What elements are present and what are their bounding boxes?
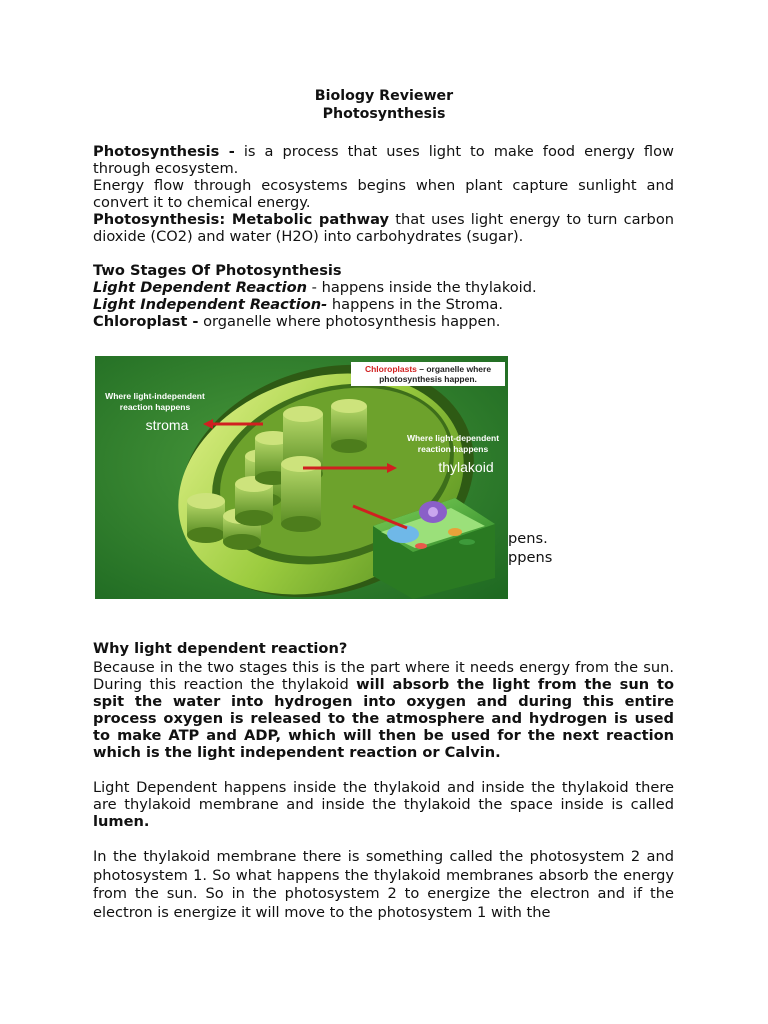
definition-text: - happens inside the thylakoid. <box>307 279 537 296</box>
term-light-dependent: Light Dependent Reaction <box>93 279 308 296</box>
hidden-text-fragment: ppens <box>508 549 553 566</box>
svg-text:Chloroplasts – organelle where <box>365 364 491 374</box>
why-paragraph <box>93 659 674 761</box>
definition-text: is a process that uses light to make food energy flow through ecosystem. <box>93 143 674 177</box>
definition-text: organelle where photosynthesis happen. <box>198 313 501 330</box>
document-subtitle: Photosynthesis <box>322 106 446 122</box>
photosystem-paragraph: In the thylakoid membrane there is something called the photosystem 2 and photosystem 1. So what happens the thylakoid membranes absorb the energy from the sun. So in the photosystem 2 to energize the electron and if the electron is energize it will move to the photosystem 1 with the <box>93 848 674 921</box>
lumen-paragraph <box>93 779 674 830</box>
definition-text: happens in the Stroma. <box>327 296 504 313</box>
lumen-bold-text: lumen. <box>93 813 150 830</box>
metabolic-pathway-paragraph <box>93 211 674 245</box>
callout-title: Chloroplasts <box>364 364 417 374</box>
term-photosynthesis: Photosynthesis - <box>93 143 235 160</box>
why-plain-text: Because in the two stages this is the part where it needs energy from the sun. During this reaction the thylakoid <box>93 659 674 693</box>
right-label-line2: reaction happens <box>417 444 489 454</box>
chloroplast-diagram-image <box>95 356 508 599</box>
stage-light-independent <box>93 296 503 313</box>
why-heading: Why light dependent reaction? <box>93 640 348 657</box>
why-bold-text: will absorb the light from the sun to spit the water into hydrogen into oxygen and during this entire process oxygen is released to the atmosphere and hydrogen is used to make ATP and ADP, which will then be used for the next reaction which is the light independent reaction or Calvin. <box>93 676 674 761</box>
term-metabolic-pathway: Photosynthesis: Metabolic pathway <box>93 211 389 228</box>
term-light-independent: Light Independent Reaction- <box>93 296 328 313</box>
intro-definition <box>93 143 674 177</box>
document-title: Biology Reviewer <box>314 88 454 104</box>
thylakoid-label: thylakoid <box>438 459 494 475</box>
chloroplast-definition <box>93 313 500 330</box>
chloroplast-illustration <box>95 356 508 599</box>
term-chloroplast: Chloroplast - <box>93 313 199 330</box>
hidden-text-fragment: pens. <box>508 530 548 547</box>
left-label-line2: reaction happens <box>119 402 191 412</box>
right-label-line1: Where light-dependent <box>406 433 500 443</box>
callout-line2: photosynthesis happen. <box>379 374 477 384</box>
stroma-label: stroma <box>145 417 189 433</box>
lumen-plain-text: Light Dependent happens inside the thylakoid and inside the thylakoid there are thylakoid membrane and inside the thylakoid the space inside is called <box>93 779 674 813</box>
left-label-line1: Where light-independent <box>105 391 205 401</box>
callout-rest: – organelle where <box>416 364 492 374</box>
definition-text: that uses light energy to turn carbon dioxide (CO2) and water (H2O) into carbohydrates (sugar). <box>93 211 674 245</box>
stage-light-dependent <box>93 279 537 296</box>
callout-box <box>351 362 505 386</box>
energy-flow-paragraph: Energy flow through ecosystems begins when plant capture sunlight and convert it to chemical energy. <box>93 177 674 211</box>
stages-heading: Two Stages Of Photosynthesis <box>93 262 342 279</box>
